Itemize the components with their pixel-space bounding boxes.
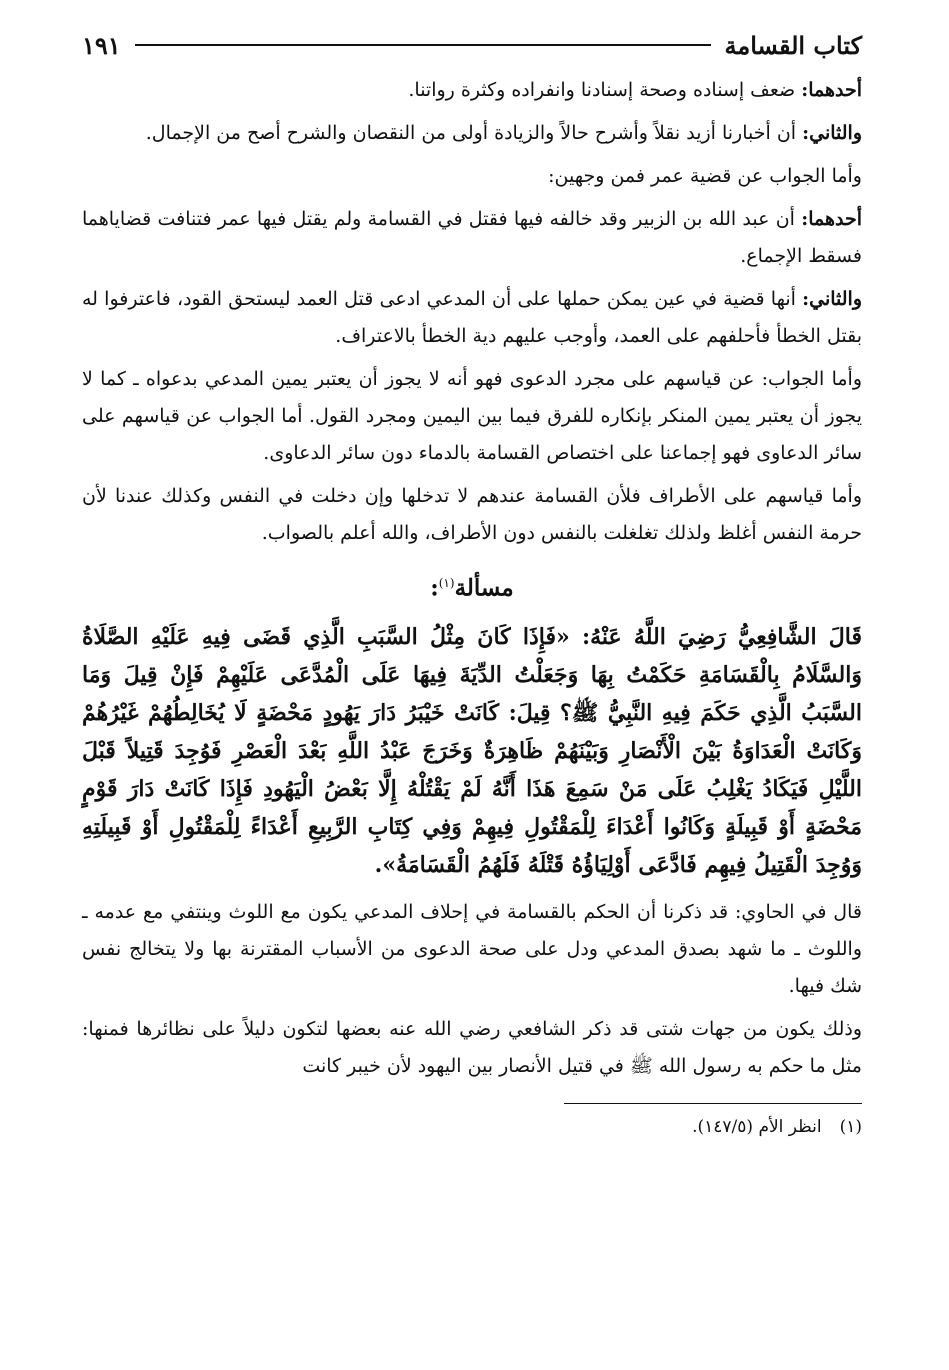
section-heading bbox=[82, 566, 862, 606]
paragraph-text: وذلك يكون من جهات شتى قد ذكر الشافعي رضي الله عنه بعضها لتكون دليلاً على نظائرها فمنها: مثل ما حكم به رسول الله ﷺ في قتيل الأنصار بين اليهود لأن خيبر كانت bbox=[82, 1017, 862, 1077]
book-page bbox=[82, 24, 862, 1346]
paragraph bbox=[82, 281, 862, 355]
body-text bbox=[82, 72, 862, 1085]
section-heading-suffix: : bbox=[430, 574, 439, 602]
footnote-number: (١) bbox=[839, 1116, 862, 1137]
page-number: ١٩١ bbox=[82, 30, 121, 60]
page-header bbox=[82, 24, 862, 66]
footnote-reference: (١) bbox=[438, 576, 455, 590]
paragraph-text: أنها قضية في عين يمكن حملها على أن المدعي ادعى قتل العمد ليستحق القود، فاعترفوا له بقتل الخطأ فأحلفهم على العمد، وأوجب عليهم دية الخطأ بالاعتراف. bbox=[82, 288, 862, 347]
paragraph bbox=[82, 1011, 862, 1085]
section-heading-text: مسألة bbox=[454, 574, 514, 602]
paragraph bbox=[82, 201, 862, 275]
paragraph-label: أحدهما: bbox=[801, 208, 862, 230]
paragraph-text: أن أخبارنا أزيد نقلاً وأشرح حالاً والزيادة أولى من النقصان والشرح أصح من الإجمال. bbox=[145, 122, 803, 144]
paragraph bbox=[82, 72, 862, 109]
paragraph-text: وأما الجواب عن قضية عمر فمن وجهين: bbox=[548, 165, 862, 187]
paragraph-text: وأما قياسهم على الأطراف فلأن القسامة عندهم لا تدخلها وإن دخلت في النفس وكذلك عندنا لأن حرمة النفس أغلظ ولذلك تغلغلت بالنفس دون الأطراف، والله أعلم بالصواب. bbox=[82, 485, 862, 544]
paragraph bbox=[82, 158, 862, 195]
book-title: كتاب القسامة bbox=[724, 30, 862, 60]
paragraph bbox=[82, 894, 862, 1005]
paragraph-label: والثاني: bbox=[802, 122, 862, 144]
paragraph-label: والثاني: bbox=[802, 288, 862, 310]
quoted-text: قَالَ الشَّافِعِيُّ رَضِيَ اللَّهُ عَنْهُ: «فَإِذَا كَانَ مِثْلُ السَّبَبِ الَّذِي قَضَى فِيهِ عَلَيْهِ الصَّلَاةُ وَالسَّلَامُ بِالْقَسَامَةِ حَكَمْتُ بِهَا وَجَعَلْتُ الدِّيَةَ فِيهَا عَلَى الْمُدَّعَى عَلَيْهِمْ فَإِنْ قِيلَ وَمَا السَّبَبُ الَّذِي حَكَمَ فِيهِ النَّبِيُّ ﷺ؟ قِيلَ: كَانَتْ خَيْبَرُ دَارَ يَهُودٍ مَحْضَةٍ لَا يُخَالِطُهُمْ غَيْرُهُمْ وَكَانَتْ الْعَدَاوَةُ بَيْنَ الْأَنْصَارِ وَبَيْنَهُمْ ظَاهِرَةٌ وَخَرَجَ عَبْدُ اللَّهِ بَعْدَ الْعَصْرِ فَوُجِدَ قَتِيلاً قَبْلَ اللَّيْلِ فَيَكَادُ يَغْلِبُ عَلَى مَنْ سَمِعَ هَذَا أَنَّهُ لَمْ يَقْتُلْهُ إِلَّا بَعْضُ الْيَهُودِ فَإِذَا كَانَتْ دَارَ قَوْمٍ مَحْضَةٍ أَوْ قَبِيلَةٍ وَكَانُوا أَعْدَاءَ لِلْمَقْتُولِ فِيهِمْ وَفِي كِتَابِ الرَّبِيعِ أَعْدَاءً لِلْمَقْتُولِ أَوْ قَبِيلَتِهِ وَوُجِدَ الْقَتِيلُ فِيهِم فَادَّعَى أَوْلِيَاؤُهُ قَتْلَهُ فَلَهُمُ الْقَسَامَةُ». bbox=[82, 623, 862, 878]
header-rule bbox=[135, 44, 711, 46]
paragraph bbox=[82, 361, 862, 472]
footnote-divider bbox=[564, 1103, 862, 1104]
paragraph-text: ضعف إسناده وصحة إسنادنا وانفراده وكثرة رواتنا. bbox=[408, 79, 802, 101]
footnote-text: انظر الأم (١٤٧/٥). bbox=[692, 1116, 822, 1137]
paragraph bbox=[82, 478, 862, 552]
paragraph-label: أحدهما: bbox=[801, 79, 862, 101]
paragraph-text: أن عبد الله بن الزبير وقد خالفه فيها فقتل في القسامة ولم يقتل فيها عمر فتنافت قضاياهما فسقط الإجماع. bbox=[82, 208, 862, 267]
paragraph-text: وأما الجواب: عن قياسهم على مجرد الدعوى فهو أنه لا يجوز أن يعتبر يمين المدعي بدعواه ـ كما لا يجوز أن يعتبر يمين المنكر بإنكاره للفرق فيما بين اليمين ومجرد القول. أما الجواب عن قياسهم على سائر الدعاوى فهو إجماعنا على اختصاص القسامة بالدماء دون سائر الدعاوى. bbox=[82, 368, 862, 464]
paragraph-text: قال في الحاوي: قد ذكرنا أن الحكم بالقسامة في إحلاف المدعي يكون مع اللوث وينتفي مع عدمه ـ واللوث ـ ما شهد بصدق المدعي ودل على صحة الدعوى من الأسباب المقترنة بها ولا يتخالج نفس شك فيها. bbox=[82, 900, 862, 997]
paragraph bbox=[82, 115, 862, 152]
footnote bbox=[82, 1114, 862, 1140]
